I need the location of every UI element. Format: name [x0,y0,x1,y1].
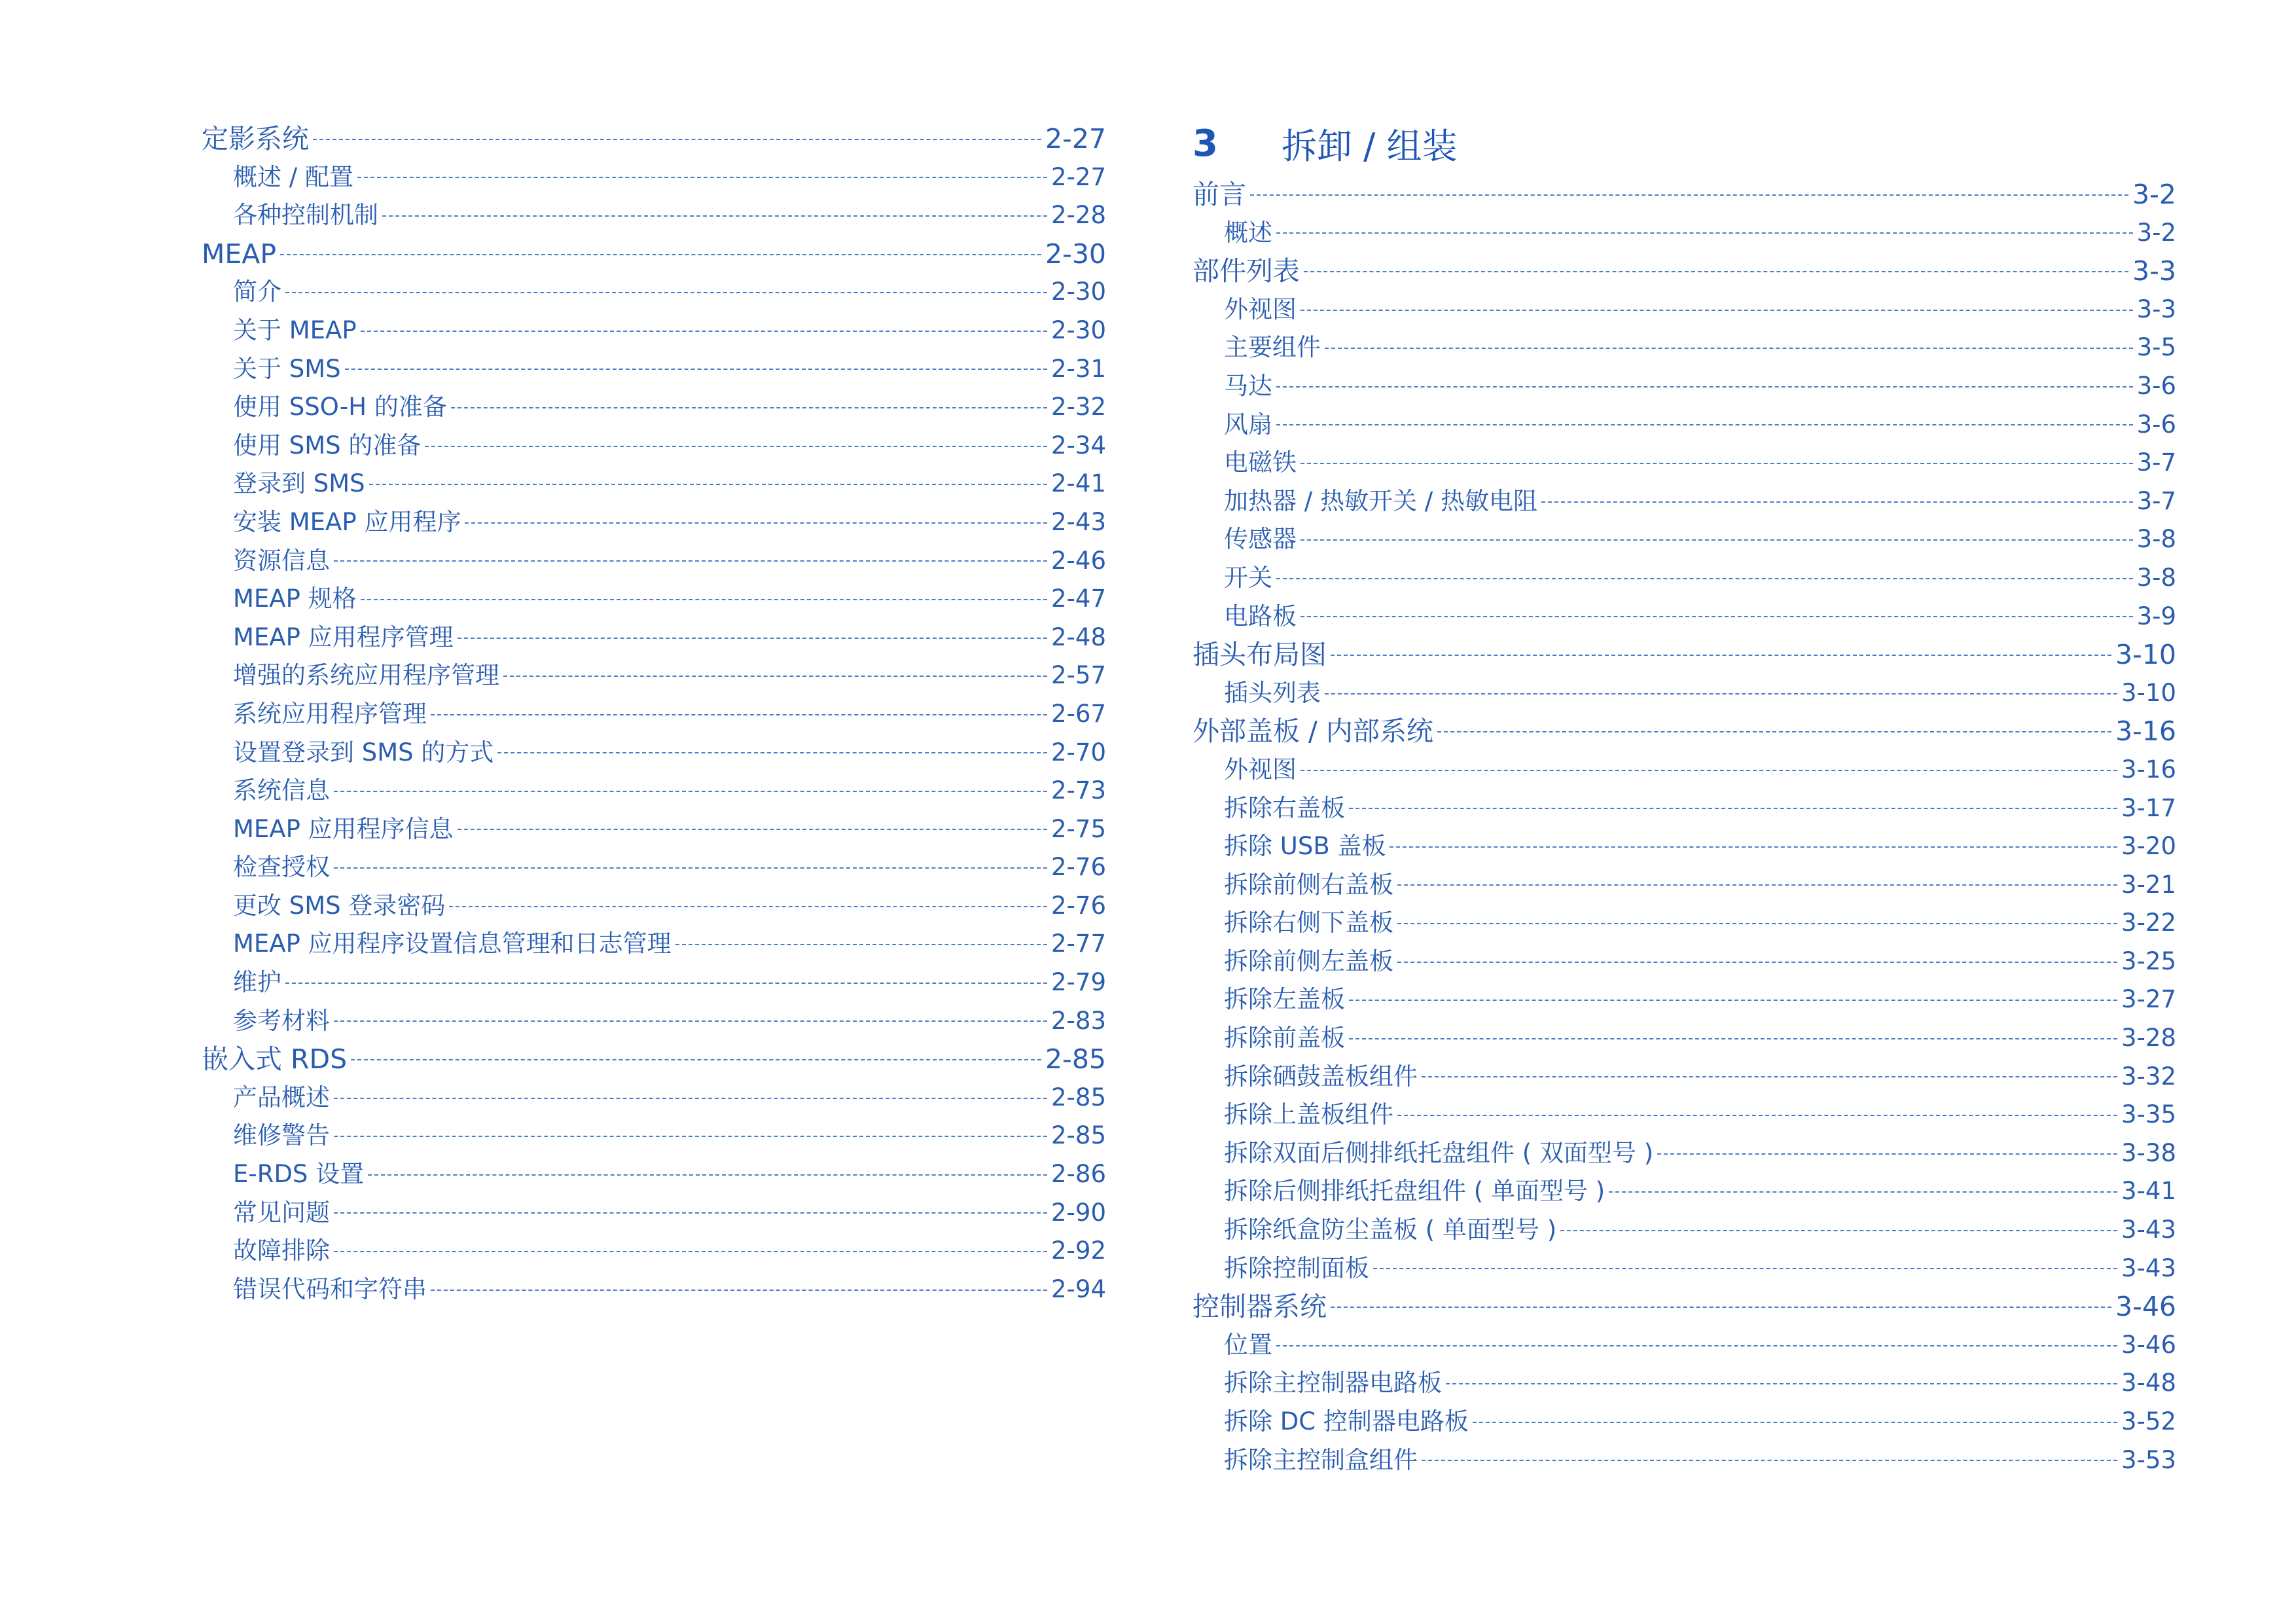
toc-entry[interactable] [202,1232,1106,1271]
toc-entry[interactable] [202,465,1106,503]
toc-page-number: 3-8 [2136,563,2176,592]
toc-entry-label: 拆除主控制盒组件 [1224,1445,1418,1474]
toc-dotted-leader [357,176,1047,178]
toc-entry-label: E-RDS 设置 [233,1160,365,1189]
toc-entry-label: 概述 / 配置 [233,162,353,191]
toc-entry-label: MEAP 应用程序设置信息管理和日志管理 [233,929,672,958]
toc-page-number: 3-52 [2121,1407,2176,1435]
toc-entry[interactable] [1193,866,2176,905]
toc-entry-label: 电路板 [1224,602,1297,630]
toc-dotted-leader [1276,232,2133,234]
toc-dotted-leader [1422,1459,2117,1461]
toc-entry[interactable] [202,925,1106,964]
toc-page-number: 2-94 [1051,1274,1106,1303]
toc-page-number: 3-6 [2136,410,2176,439]
toc-entry-label: 拆除纸盒防尘盖板 ( 单面型号 ) [1224,1216,1557,1244]
toc-dotted-leader [1437,731,2111,732]
toc-dotted-leader [361,330,1047,332]
toc-dotted-leader [1390,846,2117,848]
toc-entry-label: 维修警告 [233,1121,330,1150]
toc-dotted-leader [1541,501,2133,503]
toc-dotted-leader [451,406,1047,408]
toc-page-number: 3-8 [2136,525,2176,554]
toc-entry[interactable] [1193,520,2176,559]
toc-dotted-leader [1349,807,2117,809]
toc-entry[interactable] [1193,252,2176,291]
toc-entry[interactable] [202,1117,1106,1155]
toc-entry[interactable] [1193,1441,2176,1480]
chapter-heading [1193,115,2176,171]
toc-entry[interactable] [202,503,1106,542]
toc-page-number: 2-75 [1051,814,1106,843]
toc-entry-label: 风扇 [1224,410,1272,439]
toc-page-number: 3-3 [2136,295,2176,323]
toc-page-number: 2-92 [1051,1236,1106,1265]
toc-entry[interactable] [1193,1326,2176,1365]
toc-entry-label: 安装 MEAP 应用程序 [233,507,461,536]
toc-entry[interactable] [202,848,1106,887]
toc-dotted-leader [1331,1306,2111,1308]
toc-entry-label: 设置登录到 SMS 的方式 [233,738,494,767]
toc-entry[interactable] [202,887,1106,926]
toc-dotted-leader [1276,386,2133,388]
toc-entry-label: 拆除硒鼓盖板组件 [1224,1062,1418,1091]
toc-entry-label: 拆除前侧左盖板 [1224,947,1393,975]
toc-dotted-leader [1446,1382,2117,1384]
toc-dotted-leader [1276,424,2133,425]
toc-dotted-leader [368,1174,1047,1176]
toc-dotted-leader [382,215,1047,217]
toc-page-number: 3-43 [2121,1254,2176,1282]
toc-dotted-leader [503,675,1047,677]
toc-left-column [202,120,1106,1308]
toc-page-number: 2-43 [1051,507,1106,536]
toc-entry-label: MEAP 规格 [233,585,357,613]
toc-entry[interactable] [1193,981,2176,1019]
toc-entry-label: 外视图 [1224,755,1297,784]
toc-entry-label: 传感器 [1224,525,1297,554]
toc-page-number: 3-17 [2121,793,2176,822]
toc-entry-label: 前言 [1193,179,1246,210]
toc-entry[interactable] [202,964,1106,1002]
toc-entry-label: 部件列表 [1193,255,1300,287]
toc-entry[interactable] [202,1155,1106,1194]
toc-page-number: 2-90 [1051,1198,1106,1227]
toc-page-number: 2-27 [1045,123,1106,154]
toc-page-number: 3-48 [2121,1369,2176,1398]
toc-entry-label: 常见问题 [233,1198,330,1227]
toc-entry-label: 各种控制机制 [233,201,378,230]
toc-entry-label: 开关 [1224,563,1272,592]
toc-page-number: 2-85 [1051,1083,1106,1111]
toc-dotted-leader [1304,270,2128,272]
toc-entry-label: MEAP 应用程序信息 [233,814,454,843]
toc-entry[interactable] [1193,1019,2176,1058]
toc-entry-label: 拆除双面后侧排纸托盘组件 ( 双面型号 ) [1224,1138,1654,1167]
toc-dotted-leader [1325,347,2133,349]
toc-page-number: 3-5 [2136,333,2176,362]
toc-entry[interactable] [1193,482,2176,521]
toc-entry-label: 故障排除 [233,1236,330,1265]
toc-entry-label: 系统信息 [233,776,330,805]
toc-page-number: 2-57 [1051,661,1106,690]
toc-entry[interactable] [1193,789,2176,828]
toc-right-column [1193,115,2176,1479]
toc-entry[interactable] [1193,1403,2176,1441]
toc-entry[interactable] [1193,943,2176,981]
toc-entry[interactable] [202,772,1106,810]
toc-dotted-leader [1325,693,2117,695]
toc-page-number: 3-3 [2132,255,2176,287]
toc-page-number: 3-9 [2136,602,2176,630]
toc-dotted-leader [334,1212,1047,1214]
toc-list-left [202,120,1106,1308]
toc-entry-label: 使用 SSO-H 的准备 [233,393,447,422]
toc-entry-label: 电磁铁 [1224,448,1297,477]
toc-entry[interactable] [1193,1134,2176,1173]
toc-page-number: 2-67 [1051,699,1106,728]
toc-page-number: 3-28 [2121,1024,2176,1053]
toc-page-number: 3-6 [2136,371,2176,400]
toc-dotted-leader [351,1058,1041,1060]
toc-page-number: 2-79 [1051,968,1106,997]
toc-dotted-leader [1422,1075,2117,1077]
toc-entry-label: 拆除左盖板 [1224,985,1345,1014]
toc-dotted-leader [1473,1421,2117,1423]
toc-entry[interactable] [1193,214,2176,253]
toc-entry[interactable] [202,120,1106,158]
toc-entry[interactable] [202,1079,1106,1117]
toc-page-number: 2-30 [1045,238,1106,270]
toc-dotted-leader [369,483,1047,485]
toc-dotted-leader [431,1289,1047,1291]
toc-dotted-leader [1349,999,2117,1001]
toc-dotted-leader [1397,922,2117,924]
toc-entry-label: 外部盖板 / 内部系统 [1193,715,1433,748]
toc-page-number: 2-47 [1051,585,1106,613]
toc-entry-label: 拆除上盖板组件 [1224,1100,1393,1129]
toc-page-number: 2-28 [1051,201,1106,230]
toc-dotted-leader [425,445,1047,447]
toc-entry-label: 位置 [1224,1330,1272,1359]
toc-entry[interactable] [1193,329,2176,367]
toc-page-number: 2-46 [1051,546,1106,575]
toc-page-number: 3-38 [2121,1138,2176,1167]
toc-dotted-leader [334,790,1047,792]
toc-entry-label: 系统应用程序管理 [233,699,427,728]
toc-dotted-leader [1300,309,2133,311]
toc-dotted-leader [1397,1114,2117,1116]
toc-list-right [1193,175,2176,1479]
toc-entry-label: 登录到 SMS [233,469,365,498]
toc-entry-label: 拆除 DC 控制器电路板 [1224,1407,1469,1435]
toc-entry-label: 错误代码和字符串 [233,1274,427,1303]
chapter-number: 3 [1193,122,1218,165]
toc-entry-label: 更改 SMS 登录密码 [233,891,446,920]
toc-page-number: 3-2 [2136,218,2176,247]
toc-dotted-leader [465,522,1047,524]
toc-page-number: 2-85 [1051,1121,1106,1150]
toc-entry-label: 资源信息 [233,546,330,575]
toc-entry[interactable] [202,657,1106,695]
toc-entry-label: 加热器 / 热敏开关 / 热敏电阻 [1224,486,1537,515]
toc-page-number: 2-76 [1051,853,1106,882]
toc-entry-label: 增强的系统应用程序管理 [233,661,499,690]
toc-entry[interactable] [1193,712,2176,751]
toc-page-number: 3-43 [2121,1216,2176,1244]
toc-dotted-leader [1373,1267,2117,1269]
toc-entry[interactable] [1193,1211,2176,1250]
toc-entry-label: 拆除控制面板 [1224,1254,1369,1282]
toc-entry[interactable] [202,312,1106,350]
toc-entry-label: 嵌入式 RDS [202,1043,348,1075]
toc-page-number: 3-16 [2121,755,2176,784]
toc-entry-label: 概述 [1224,218,1272,247]
toc-dotted-leader [334,867,1047,869]
toc-entry[interactable] [1193,175,2176,214]
toc-entry[interactable] [202,580,1106,619]
toc-dotted-leader [1250,194,2128,196]
toc-dotted-leader [675,943,1047,945]
toc-page-number: 3-10 [2121,678,2176,707]
toc-entry[interactable] [1193,291,2176,329]
toc-dotted-leader [1560,1229,2117,1231]
toc-dotted-leader [1397,961,2117,963]
toc-entry[interactable] [202,235,1106,274]
toc-entry[interactable] [1193,598,2176,636]
toc-dotted-leader [334,560,1047,562]
toc-entry[interactable] [202,158,1106,197]
toc-entry[interactable] [1193,674,2176,713]
toc-page-number: 2-73 [1051,776,1106,805]
toc-page-number: 3-7 [2136,448,2176,477]
toc-page-number: 3-22 [2121,909,2176,937]
toc-dotted-leader [1300,539,2133,541]
toc-page-number: 3-16 [2115,715,2176,748]
toc-entry-label: MEAP [202,238,277,270]
toc-entry[interactable] [1193,1096,2176,1134]
toc-entry-label: 拆除后侧排纸托盘组件 ( 单面型号 ) [1224,1177,1605,1206]
toc-entry[interactable] [1193,559,2176,598]
toc-dotted-leader [334,1135,1047,1137]
toc-dotted-leader [280,253,1041,255]
toc-entry-label: 参考材料 [233,1006,330,1035]
toc-page-number: 2-83 [1051,1006,1106,1035]
toc-dotted-leader [497,751,1047,753]
toc-entry-label: 主要组件 [1224,333,1321,362]
toc-entry[interactable] [202,273,1106,312]
toc-page-number: 2-30 [1051,316,1106,344]
toc-dotted-leader [285,982,1047,984]
toc-page-number: 2-34 [1051,431,1106,460]
toc-dotted-leader [345,368,1047,370]
toc-entry-label: 控制器系统 [1193,1291,1327,1323]
toc-entry[interactable] [1193,1288,2176,1326]
toc-entry-label: 拆除 USB 盖板 [1224,832,1386,861]
toc-page-number: 3-7 [2136,486,2176,515]
toc-page-number: 2-77 [1051,929,1106,958]
toc-page-number: 3-21 [2121,870,2176,899]
toc-page-number: 2-76 [1051,891,1106,920]
toc-page-number: 2-86 [1051,1160,1106,1189]
toc-page-number: 3-46 [2121,1330,2176,1359]
toc-dotted-leader [449,905,1047,907]
toc-entry-label: 使用 SMS 的准备 [233,431,422,460]
toc-entry[interactable] [1193,904,2176,943]
toc-dotted-leader [1349,1038,2117,1039]
toc-dotted-leader [1276,577,2133,579]
toc-page-number: 3-35 [2121,1100,2176,1129]
toc-entry[interactable] [202,388,1106,427]
toc-entry[interactable] [1193,1250,2176,1288]
toc-entry[interactable] [1193,1364,2176,1403]
toc-entry-label: 关于 SMS [233,354,341,383]
toc-entry-label: 插头列表 [1224,678,1321,707]
toc-entry-label: MEAP 应用程序管理 [233,623,454,651]
toc-dotted-leader [361,598,1047,600]
toc-entry-label: 拆除右侧下盖板 [1224,909,1393,937]
toc-page-number: 3-32 [2121,1062,2176,1091]
toc-dotted-leader [313,138,1041,140]
toc-entry-label: 维护 [233,968,281,997]
toc-entry[interactable] [1193,827,2176,866]
toc-dotted-leader [457,828,1047,830]
toc-page-number: 2-41 [1051,469,1106,498]
toc-entry[interactable] [1193,751,2176,789]
toc-entry-label: 产品概述 [233,1083,330,1111]
toc-entry-label: 定影系统 [202,123,309,154]
toc-page-number: 2-85 [1045,1043,1106,1075]
toc-entry-label: 插头布局图 [1193,639,1327,671]
toc-page-number: 3-25 [2121,947,2176,975]
toc-dotted-leader [334,1097,1047,1099]
toc-page-number: 3-20 [2121,832,2176,861]
toc-dotted-leader [1331,654,2111,656]
toc-entry[interactable] [1193,444,2176,482]
toc-entry[interactable] [202,196,1106,235]
toc-entry-label: 拆除右盖板 [1224,793,1345,822]
toc-page-number: 2-32 [1051,393,1106,422]
toc-entry-label: 关于 MEAP [233,316,357,344]
toc-page-number: 2-48 [1051,623,1106,651]
toc-page-number: 3-27 [2121,985,2176,1014]
toc-entry-label: 拆除前盖板 [1224,1024,1345,1053]
toc-dotted-leader [1300,462,2133,464]
toc-dotted-leader [431,713,1047,715]
toc-entry-label: 马达 [1224,371,1272,400]
toc-entry[interactable] [202,350,1106,389]
toc-entry[interactable] [202,695,1106,734]
toc-page-number: 3-46 [2115,1291,2176,1323]
toc-entry[interactable] [1193,367,2176,406]
toc-entry-label: 拆除主控制器电路板 [1224,1369,1442,1398]
toc-entry[interactable] [202,810,1106,849]
toc-page-number: 3-2 [2132,179,2176,210]
toc-dotted-leader [334,1250,1047,1252]
toc-dotted-leader [285,291,1047,293]
toc-page-number: 2-30 [1051,278,1106,306]
toc-dotted-leader [1300,615,2133,617]
toc-dotted-leader [1657,1153,2117,1155]
toc-entry[interactable] [1193,1172,2176,1211]
toc-page-number: 2-31 [1051,354,1106,383]
toc-entry-label: 简介 [233,278,281,306]
toc-entry[interactable] [202,734,1106,772]
toc-dotted-leader [457,637,1047,639]
toc-page-number: 3-53 [2121,1445,2176,1474]
toc-page-number: 3-41 [2121,1177,2176,1206]
toc-entry[interactable] [1193,1058,2176,1096]
toc-dotted-leader [334,1020,1047,1022]
toc-page-number: 2-70 [1051,738,1106,767]
toc-entry[interactable] [1193,406,2176,444]
toc-entry[interactable] [202,1040,1106,1079]
toc-entry-label: 检查授权 [233,853,330,882]
toc-entry[interactable] [202,1194,1106,1233]
chapter-title: 拆卸 / 组装 [1282,125,1458,167]
toc-entry[interactable] [202,1271,1106,1309]
toc-page-number: 2-27 [1051,162,1106,191]
toc-entry[interactable] [202,542,1106,581]
toc-dotted-leader [1300,769,2117,771]
toc-dotted-leader [1609,1191,2117,1193]
toc-page-number: 3-10 [2115,639,2176,671]
toc-entry[interactable] [1193,636,2176,674]
toc-entry-label: 拆除前侧右盖板 [1224,870,1393,899]
toc-dotted-leader [1276,1344,2117,1346]
toc-dotted-leader [1397,884,2117,886]
toc-entry[interactable] [202,619,1106,657]
toc-entry[interactable] [202,427,1106,465]
toc-entry[interactable] [202,1002,1106,1041]
toc-entry-label: 外视图 [1224,295,1297,323]
